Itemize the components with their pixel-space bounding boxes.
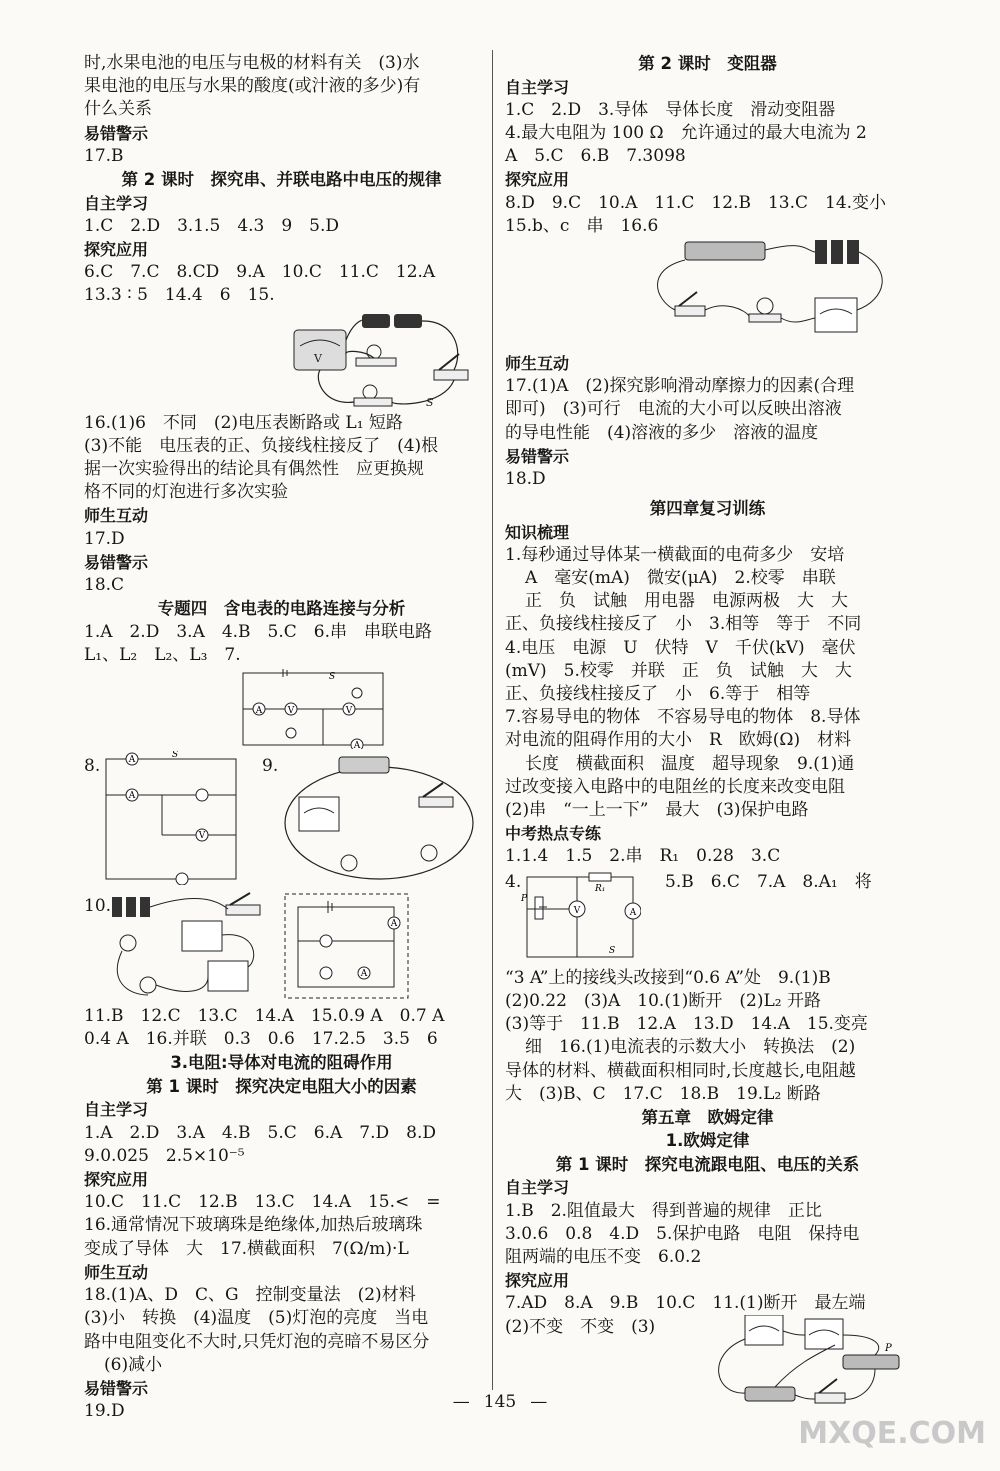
answer-line: (2)不变 不变 (3) — [505, 1316, 656, 1337]
answer-line: (2)串 “一上一下” 最大 (3)保护电路 — [505, 800, 809, 821]
chapter-title: 第五章 欧姆定律 — [641, 1107, 774, 1127]
answer-line: 13.3 ∶ 5 14.4 6 15. — [84, 285, 275, 306]
circuit-diagram-4 — [505, 871, 910, 965]
circuit-diagram-7 — [239, 669, 479, 749]
answer-line: 10.C 11.C 12.B 13.C 14.A 15.< = — [84, 1192, 441, 1213]
answer-line: 8.D 9.C 10.A 11.C 12.B 13.C 14.变小 — [505, 192, 887, 213]
answer-line: 的导电性能 (4)溶液的多少 溶液的温度 — [505, 422, 819, 443]
answer-line: 格不同的灯泡进行多次实验 — [84, 482, 288, 503]
column-divider — [492, 50, 493, 1390]
answer-line: 1.A 2.D 3.A 4.B 5.C 6.串 串联电路 — [84, 621, 433, 642]
section-heading: 探究应用 — [84, 239, 149, 259]
svg-text:P: P — [521, 893, 528, 904]
section-title: 3.电阻:导体对电流的阻碍作用 — [170, 1053, 393, 1073]
answer-line: 18.(1)A、D C、G 控制变量法 (2)材料 — [84, 1285, 416, 1306]
svg-text:S: S — [609, 945, 616, 956]
svg-text:P: P — [885, 1342, 892, 1354]
section-heading: 知识梳理 — [505, 522, 570, 542]
section-heading: 师生互动 — [84, 1262, 149, 1282]
answer-line: L₁、L₂ L₂、L₃ 7. — [84, 644, 241, 665]
answer-line: (3)小 转换 (4)温度 (5)灯泡的亮度 当电 — [84, 1308, 429, 1329]
answer-line: 1.A 2.D 3.A 4.B 5.C 6.A 7.D 8.D — [84, 1122, 436, 1143]
answer-line: 19.D — [84, 1401, 125, 1422]
section-heading: 中考热点专练 — [505, 824, 602, 844]
answer-line: (2)0.22 (3)A 10.(1)断开 (2)L₂ 开路 — [505, 990, 821, 1011]
page-number: — 145 — — [0, 1392, 1000, 1412]
chapter-review-title: 第四章复习训练 — [649, 499, 766, 519]
answer-line: 大 (3)B、C 17.C 18.B 19.L₂ 断路 — [505, 1083, 821, 1104]
section-heading: 探究应用 — [505, 170, 570, 190]
lesson-title: 第 1 课时 探究决定电阻大小的因素 — [146, 1076, 417, 1096]
answer-line: 0.4 A 16.并联 0.3 0.6 17.2.5 3.5 6 — [84, 1029, 438, 1050]
answer-line: 1.每秒通过导体某一横截面的电荷多少 安培 — [505, 544, 845, 565]
svg-text:V: V — [573, 905, 581, 916]
svg-text:A: A — [390, 919, 398, 930]
answer-line: A 5.C 6.B 7.3098 — [505, 146, 686, 167]
answer-line: 4.最大电阻为 100 Ω 允许通过的最大电流为 2 — [505, 122, 867, 143]
answer-line: 1.1.4 1.5 2.串 R₁ 0.28 3.C — [505, 846, 781, 867]
svg-text:A: A — [255, 706, 263, 717]
watermark-logo: MXQE.COM — [798, 1416, 986, 1451]
circuit-figure-16 — [645, 240, 910, 350]
answer-line: 16.(1)6 不同 (2)电压表断路或 L₁ 短路 — [84, 412, 403, 433]
answer-line: (6)减小 — [104, 1354, 163, 1375]
answer-line: A 毫安(mA) 微安(μA) 2.校零 串联 — [525, 568, 836, 589]
answer-line: 18.D — [505, 468, 546, 489]
svg-text:A: A — [128, 755, 136, 766]
answer-line: 对电流的阻碍作用的大小 R 欧姆(Ω) 材料 — [505, 730, 852, 751]
circuit-figures-8-9 — [84, 751, 479, 889]
text-line: 果电池的电压与水果的酸度(或汁液的多少)有 — [84, 76, 421, 97]
answer-line: 路中电阻变化不大时,只凭灯泡的亮暗不易区分 — [84, 1331, 430, 1352]
svg-text:S: S — [426, 395, 434, 409]
question-number: 4. — [505, 871, 522, 892]
topic-title: 专题四 含电表的电路连接与分析 — [157, 599, 406, 619]
answer-line: (3)不能 电压表的正、负接线柱接反了 (4)根 — [84, 435, 439, 456]
answer-line: 1.C 2.D 3.导体 导体长度 滑动变阻器 — [505, 99, 836, 120]
answer-line: 4.电压 电源 U 伏特 V 千伏(kV) 毫伏 — [505, 637, 856, 658]
svg-text:A: A — [629, 907, 637, 918]
answer-line: 17.D — [84, 528, 125, 549]
section-heading: 自主学习 — [505, 1178, 570, 1198]
svg-text:R₁: R₁ — [595, 883, 606, 894]
svg-text:V: V — [198, 831, 206, 842]
lesson-title: 第 1 课时 探究电流跟电阻、电压的关系 — [555, 1154, 860, 1174]
answer-line: 过改变接入电路中的电阻丝的长度来改变电阻 — [505, 776, 845, 797]
section-heading: 易错警示 — [505, 446, 570, 466]
svg-text:V: V — [314, 351, 322, 365]
section-heading: 易错警示 — [84, 123, 149, 143]
section-heading: 自主学习 — [505, 77, 570, 97]
question-number: 8. — [84, 756, 101, 777]
section-heading: 探究应用 — [84, 1170, 149, 1190]
answer-line: 15.b、c 串 16.6 — [505, 215, 659, 236]
answer-line: 正、负接线柱接反了 小 3.相等 等于 不同 — [505, 614, 862, 635]
answer-line: 正、负接线柱接反了 小 6.等于 相等 — [505, 684, 811, 705]
answer-line: 1.C 2.D 3.1.5 4.3 9 5.D — [84, 215, 340, 236]
answer-line: 18.C — [84, 574, 125, 595]
answer-line: 阻两端的电压不变 6.0.2 — [505, 1247, 702, 1268]
svg-text:A: A — [353, 741, 361, 750]
answer-line: 3.0.6 0.8 4.D 5.保护电路 电阻 保持电 — [505, 1223, 860, 1244]
answer-line: 导体的材料、横截面积相同时,长度越长,电阻越 — [505, 1060, 856, 1081]
answer-line: “3 A”上的接线头改接到“0.6 A”处 9.(1)B — [505, 967, 831, 988]
answer-line: 7.AD 8.A 9.B 10.C 11.(1)断开 最左端 — [505, 1293, 866, 1314]
answer-line: 7.容易导电的物体 不容易导电的物体 8.导体 — [505, 707, 861, 728]
answer-line: 1.B 2.阻值最大 得到普遍的规律 正比 — [505, 1200, 822, 1221]
section-heading: 师生互动 — [505, 353, 570, 373]
text-line: 什么关系 — [84, 99, 152, 120]
left-column — [84, 52, 479, 1423]
answer-line: 长度 横截面积 温度 超导现象 9.(1)通 — [525, 753, 855, 774]
answer-line: 变成了导体 大 17.横截面积 7(Ω/m)·L — [84, 1238, 409, 1259]
section-heading: 自主学习 — [84, 193, 149, 213]
section-heading: 易错警示 — [84, 1378, 149, 1398]
section-heading: 探究应用 — [505, 1271, 570, 1291]
question-number: 9. — [262, 756, 279, 777]
section-heading: 师生互动 — [84, 506, 149, 526]
svg-text:A: A — [128, 791, 136, 802]
section-heading: 易错警示 — [84, 552, 149, 572]
answer-line: (mV) 5.校零 并联 正 负 试触 大 大 — [505, 660, 852, 681]
question-number: 10. — [84, 896, 112, 917]
answer-line: 11.B 12.C 13.C 14.A 15.0.9 A 0.7 A — [84, 1006, 445, 1027]
lesson-title: 第 2 课时 变阻器 — [638, 54, 777, 73]
answer-line: 正 负 试触 用电器 电源两极 大 大 — [525, 591, 848, 612]
answer-line: 据一次实验得出的结论具有偶然性 应更换规 — [84, 458, 424, 479]
svg-text:S: S — [172, 751, 179, 761]
answer-line: 即可) (3)可行 电流的大小可以反映出溶液 — [505, 399, 842, 420]
svg-text:S: S — [329, 672, 336, 683]
svg-text:V: V — [345, 706, 353, 717]
answer-line: 17.(1)A (2)探究影响滑动摩擦力的因素(合理 — [505, 376, 855, 397]
answer-line: 9.0.025 2.5×10⁻⁵ — [84, 1145, 245, 1166]
section-heading: 自主学习 — [84, 1100, 149, 1120]
answer-line: 细 16.(1)电流表的示数大小 转换法 (2) — [525, 1037, 856, 1058]
right-column — [505, 52, 910, 1413]
answer-line: 5.B 6.C 7.A 8.A₁ 将 — [665, 871, 872, 892]
answer-line: (3)等于 11.B 12.A 13.D 14.A 15.变亮 — [505, 1014, 868, 1035]
answer-line: 17.B — [84, 145, 124, 166]
svg-text:V: V — [287, 706, 295, 717]
answer-line: 6.C 7.C 8.CD 9.A 10.C 11.C 12.A — [84, 262, 436, 283]
circuit-figure-10 — [84, 891, 479, 1003]
section-title: 1.欧姆定律 — [665, 1131, 750, 1151]
circuit-figure-15 — [284, 310, 479, 410]
svg-text:A: A — [360, 969, 368, 980]
text-line: 时,水果电池的电压与电极的材料有关 (3)水 — [84, 53, 420, 73]
answer-line: 16.通常情况下玻璃珠是绝缘体,加热后玻璃珠 — [84, 1215, 423, 1236]
lesson-title: 第 2 课时 探究串、并联电路中电压的规律 — [121, 170, 442, 190]
